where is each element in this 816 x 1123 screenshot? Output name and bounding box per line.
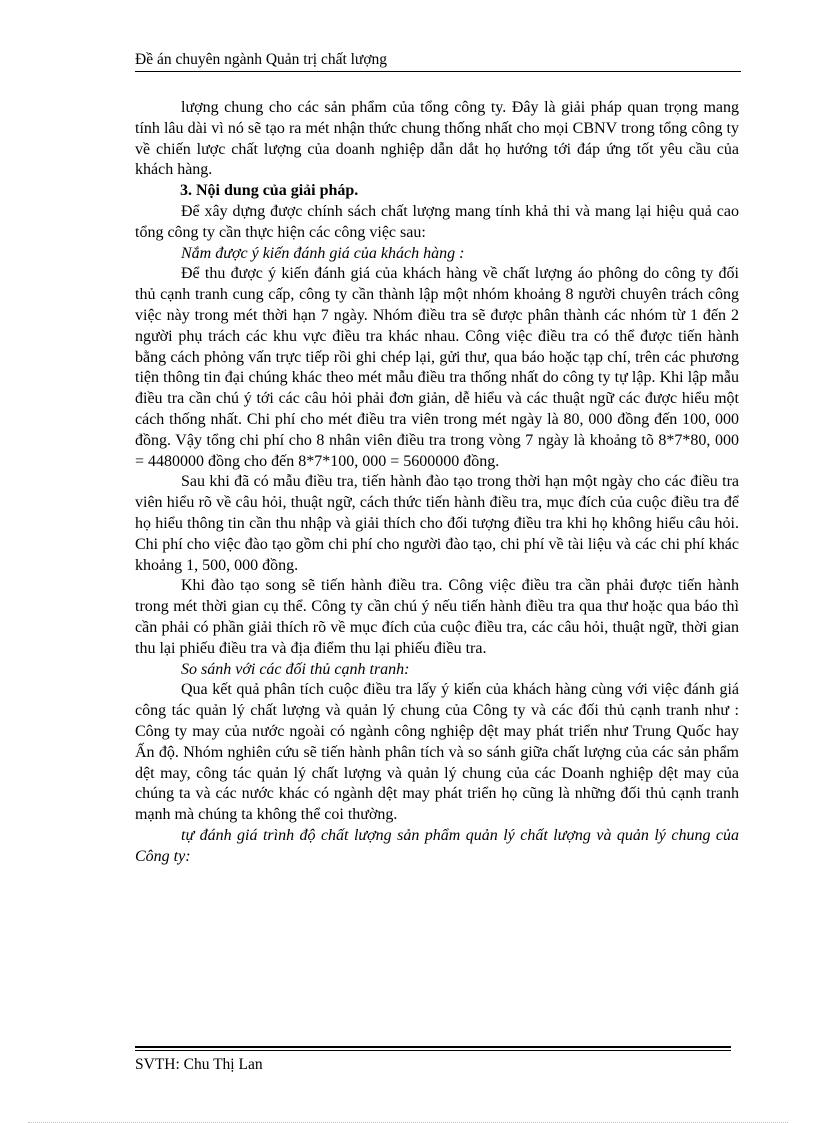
- footer-rule-thick: [135, 1046, 731, 1048]
- body-paragraph: Sau khi đã có mẫu điều tra, tiến hành đào tạo trong thời hạn một ngày cho các điều tra viên hiểu rõ về câu hỏi, thuật ngữ, cách thức tiến hành điều tra, mục đích của cuộc điều tra để họ hiểu thông tin cần thu nhập và giải thích cho đối tượng điều tra khi họ không hiểu câu hỏi. Chi phí cho việc đào tạo gồm chi phí cho người đào tạo, chi phí về tài liệu và các chi phí khác khoảng 1, 500, 000 đồng.: [135, 473, 739, 574]
- italic-subheading: tự đánh giá trình độ chất lượng sản phẩm quản lý chất lượng và quản lý chung của Công ty:: [135, 826, 739, 865]
- body-paragraph: Để thu được ý kiến đánh giá của khách hàng về chất lượng áo phông do công ty đối thủ cạnh tranh cung cấp, công ty cần thành lập một nhóm khoảng 8 người chuyên trách công việc này trong mét thời hạn 7 ngày. Nhóm điều tra sẽ được phân thành các nhóm từ 1 đến 2 người phụ trách các khu vực điều tra khác nhau. Công việc điều tra có thể được tiến hành bằng cách phỏng vấn trực tiếp rồi ghi chép lại, gửi thư, qua báo hoặc tạp chí, trên các phương tiện thông tin đại chúng khác theo mét mẫu điều tra thống nhất do công ty tự lập. Khi lập mẫu điều tra cần chú ý tới các câu hỏi phải đơn giản, dễ hiểu và các thuật ngữ các được hiểu một cách thống nhất. Chi phí cho mét điều tra viên trong mét ngày là 80, 000 đồng đến 100, 000 đồng. Vậy tổng chi phí cho 8 nhân viên điều tra trong vòng 7 ngày là khoảng tõ 8*7*80, 000 = 4480000 đồng cho đến 8*7*100, 000 = 5600000 đồng.: [135, 265, 739, 470]
- document-body: [135, 98, 739, 867]
- italic-subheading: Nắm được ý kiến đánh giá của khách hàng :: [181, 244, 465, 262]
- footer-rule-thin: [135, 1050, 731, 1051]
- body-paragraph: lượng chung cho các sản phẩm của tổng công ty. Đây là giải pháp quan trọng mang tính lâu dài vì nó sẽ tạo ra mét nhận thức chung thống nhất cho mọi CBNV trong tổng công ty về chiến lược chất lượng của doanh nghiệp dẫn dắt họ hướng tới đáp ứng tốt yêu cầu của khách hàng.: [135, 99, 739, 179]
- page-footer-author: SVTH: Chu Thị Lan: [135, 1056, 263, 1073]
- italic-subheading: So sánh với các đối thủ cạnh tranh:: [181, 660, 410, 678]
- section-heading: 3. Nội dung của giải pháp.: [180, 182, 359, 200]
- body-paragraph: Qua kết quả phân tích cuộc điều tra lấy ý kiến của khách hàng cùng với việc đánh giá công tác quản lý chất lượng và quản lý chung của Công ty và các đối thủ cạnh tranh như : Công ty may của nước ngoài có ngành công nghiệp dệt may phát triển như Trung Quốc hay Ấn độ. Nhóm nghiên cứu sẽ tiến hành phân tích và so sánh giữa chất lượng của các sản phẩm dệt may, công tác quản lý chất lượng và quản lý chung của các Doanh nghiệp dệt may của chúng ta và các nước khác có ngành dệt may phát triển họ cũng là những đối thủ cạnh tranh mạnh mà chúng ta không thể coi thường.: [135, 681, 739, 824]
- header-rule: [135, 71, 741, 72]
- body-paragraph: Khi đào tạo song sẽ tiến hành điều tra. Công việc điều tra cần phải được tiến hành trong mét thời gian cụ thể. Công ty cần chú ý nếu tiến hành điều tra qua thư hoặc qua báo thì cần phải có phần giải thích rõ về mục đích của cuộc điều tra, các câu hỏi, thuật ngữ, thời gian thu lại phiếu điều tra và địa điểm thu lại phiếu điều tra.: [135, 577, 739, 657]
- body-paragraph: Để xây dựng được chính sách chất lượng mang tính khả thi và mang lại hiệu quả cao tổng công ty cần thực hiện các công việc sau:: [135, 202, 739, 241]
- page-header-title: Đề án chuyên ngành Quản trị chất lượng: [135, 51, 388, 68]
